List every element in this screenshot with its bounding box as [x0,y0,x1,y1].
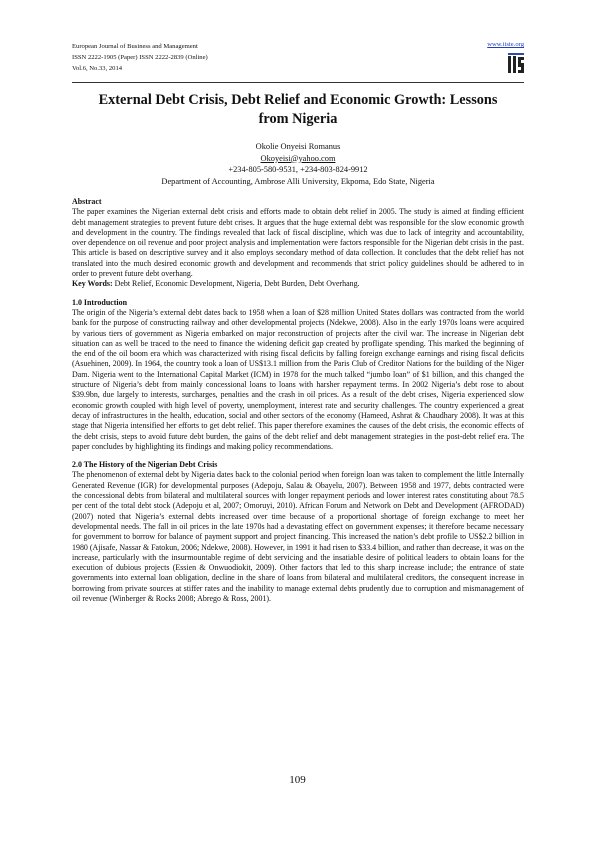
section-2-text: The phenomenon of external debt by Nigeria dates back to the colonial period when foreign loan was taken to complement the little Internally Generated Revenue (IGR) for developmental purposes (Adepoju, Salau & Obayelu, 2007). Between 1958 and 1977, debts contracted were the concessional debts from bilateral and multilateral sources with longer repayment periods and lower interest rates constituting about 78.5 per cent of the total debt stock (Adepoju et al, 2007; Omoruyi, 2010). African Forum and Network on Debt and Development (AFRODAD) (2007) noted that Nigeria’s external debts increased over time because of a proportional shortage of foreign exchange to meet her developmental needs. The fall in oil prices in the late 1970s had a devastating effect on government expenses; it therefore became necessary for government to borrow for balance of payment support and project financing. This increased the nation’s debt profile to US$2.2 billion in 1980 (Ajisafe, Nassar & Fatokun, 2006; Ndekwe, 2008). However, in 1991 it had risen to $33.4 billion, and rather than decrease, it was on the increase, particularly with the insurmountable regime of debt servicing and the insatiable desire of political leaders to obtain loans for the execution of dubious projects (Essien & Onwuodiokit, 2009). Other factors that led to this sharp increase include; the entrance of state governments into external loan obligation, decline in the share of loans from bilateral and multilateral creditors, the consequent increase in borrowing from private sources at stiffer rates and the inability to manage external debts prudently due to corruption and mismanagement of oil revenue (Winberger & Rocks 2008; Abrego & Ross, 2001). [72,470,525,603]
author-email-link[interactable]: Okoyeisi@yahoo.com [260,153,336,163]
journal-url-block [487,41,524,48]
section-1-heading: 1.0 Introduction [72,297,127,307]
abstract-text: The paper examines the Nigerian external debt crisis and efforts made to obtain debt relief in 2005. The study is aimed at finding efficient debt management strategies to prevent future debt crises. It argues that the huge external debt was responsible for the slow economic growth and development in the country. The findings revealed that lack of fiscal discipline, which was due to lack of integrity and accountability, over dependence on oil revenue and poor project analysis and implementation were factors responsible for the Nigerian debt crisis in the past. This article is based on descriptive survey and it also employs secondary method of data collection. It concludes that the debt relief has not translated into the much desired economic growth and development and recommends that strict policy guidelines should be adhered to in order to prevent future debt overhang. [72,207,524,279]
abstract-heading: Abstract [72,197,102,206]
author-affiliation: Department of Accounting, Ambrose Alli University, Ekpoma, Edo State, Nigeria [161,176,435,186]
iiste-logo [507,53,525,75]
section-1-text: The origin of the Nigeria’s external debt dates back to 1958 when a loan of $28 million United States dollars was contracted from the world bank for the purpose of constructing railway and other developmental projects (Ndekwe, 2008). Also in the early 1970s loans were acquired by various tiers of government as Nigeria embarked on major reconstruction of projects after the civil war. The increase in Nigerian debt situation can as well be traced to the need to finance the widening deficit gap created by profligate spending. This marked the beginning of the end of the oil boom era which was characterized with rising fiscal deficits by falling foreign exchange earnings and rising fiscal deficits (Asuehinen, 2009). In 1964, the country took a loan of US$13.1 million from the Paris Club of Creditor Nations for the building of the Niger Dam. Nigeria went to the International Capital Market (ICM) in 1978 for the much talked “jumbo loan” of $1 billion, and this changed the structure of Nigeria’s debt from mainly concessional loans to loans with harsher repayment terms. In 2002 Nigeria’s debt rose to about $39.9bn, due largely to interests, surcharges, penalties and the crash in oil prices. As a result of the debt crises, Nigeria experienced slow economic growth coupled with high level of poverty, unemployment, interest rate and security challenges. The country experienced a great decay of infrastructures in the health, education, social and other sectors of the economy (Hameed, Ashrat & Chaudhary 2008). It was at this stage that Nigeria intensified her efforts to get debt relief. This paper therefore examines the causes of the debt crisis, the economic effects of the debt crisis, steps to avoid future debt burden, the gains of the debt relief and debt management strategies in the post-debt relief era. The paper concludes by highlighting its findings and making policy recommendations. [72,307,524,451]
header-divider [72,82,524,83]
journal-url-link[interactable]: www.iiste.org [487,41,524,48]
paper-title [72,91,524,129]
section-2-heading: 2.0 The History of the Nigerian Debt Crisis [72,460,218,470]
journal-name: European Journal of Business and Management [72,43,198,50]
author-block [72,141,524,187]
paper-title-line-1: External Debt Crisis, Debt Relief and Economic Growth: Lessons [98,92,498,108]
keywords-line [72,279,524,289]
paper-title-line-2: from Nigeria [258,111,338,127]
journal-volume: Vol.6, No.33, 2014 [72,65,123,72]
author-phone: +234-805-580-9531, +234-803-824-9912 [228,165,368,174]
keywords-list: Debt Relief, Economic Development, Nigeria, Debt Burden, Debt Overhang. [112,279,360,289]
journal-issn: ISSN 2222-1905 (Paper) ISSN 2222-2839 (Online) [72,54,208,61]
paper-body [72,197,524,604]
journal-header [72,41,208,74]
keywords-label: Key Words: [72,279,113,289]
page-number: 109 [289,774,306,786]
author-name: Okolie Onyeisi Romanus [255,142,341,151]
